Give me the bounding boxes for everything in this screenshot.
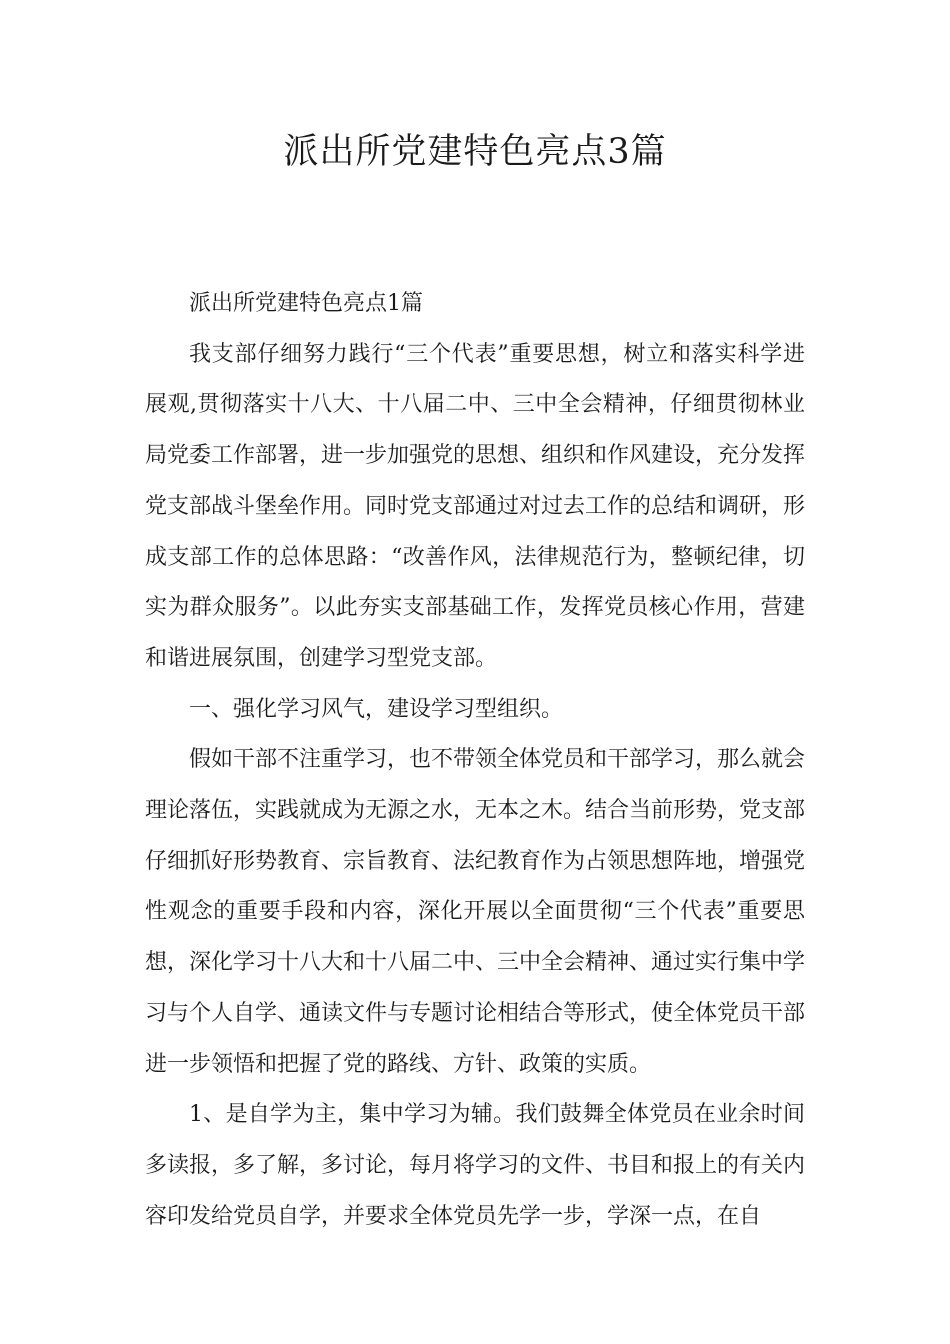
section-heading: 一、强化学习风气，建设学习型组织。 [189,696,564,722]
paragraph: 1、是自学为主，集中学习为辅。我们鼓舞全体党员在业余时间多读报，多了解，多讨论，每月将学习的文件、书目和报上的有关内容印发给党员自学，并要求全体党员先学一步，学深一点，在自 [145,1102,806,1229]
section-heading: 派出所党建特色亮点1篇 [189,291,423,316]
document-body [145,279,805,1242]
paragraph: 我支部仔细努力践行“三个代表”重要思想，树立和落实科学进展观,贯彻落实十八大、十八届二中、三中全会精神，仔细贯彻林业局党委工作部署，进一步加强党的思想、组织和作风建设，充分发挥党支部战斗堡垒作用。同时党支部通过对过去工作的总结和调研，形成支部工作的总体思路：“改善作风，法律规范行为，整顿纪律，切实为群众服务”。以此夯实支部基础工作，发挥党员核心作用，营建和谐进展氛围，创建学习型党支部。 [145,341,806,671]
paragraph: 假如干部不注重学习，也不带领全体党员和干部学习，那么就会理论落伍，实践就成为无源之水，无本之木。结合当前形势，党支部仔细抓好形势教育、宗旨教育、法纪教育作为占领思想阵地，增强党性观念的重要手段和内容，深化开展以全面贯彻“三个代表”重要思想，深化学习十八大和十八届二中、三中全会精神、通过实行集中学习与个人自学、通读文件与专题讨论相结合等形式，使全体党员干部进一步领悟和把握了党的路线、方针、政策的实质。 [145,747,806,1077]
document-title: 派出所党建特色亮点3篇 [283,132,667,172]
